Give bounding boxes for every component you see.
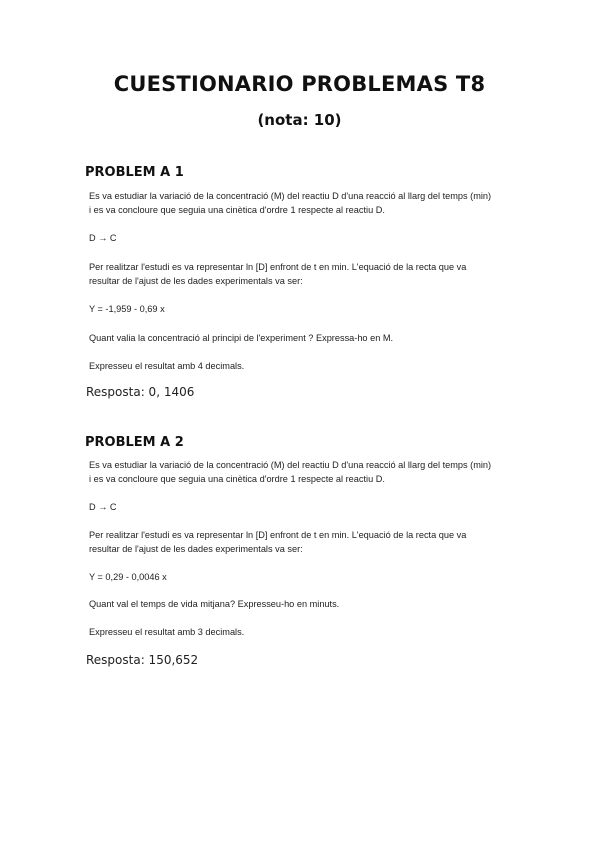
problem-1-heading: PROBLEM A 1 <box>85 165 184 180</box>
problem-1-statement-line-1: Es va estudiar la variació de la concentració (M) del reactiu D d'una reacció al llarg del temps (min) <box>89 191 492 201</box>
problem-1-answer: Resposta: 0, 1406 <box>86 385 195 399</box>
problem-2-heading: PROBLEM A 2 <box>85 435 184 450</box>
problem-2-question: Quant val el temps de vida mitjana? Expresseu-ho en minuts. <box>89 599 340 609</box>
problem-1-instruction: Expresseu el resultat amb 4 decimals. <box>89 361 245 371</box>
problem-1-equation: Y = -1,959 - 0,69 x <box>89 304 165 314</box>
problem-1-reaction: D → C <box>89 233 117 243</box>
problem-2-instruction: Expresseu el resultat amb 3 decimals. <box>89 627 245 637</box>
problem-1-method-line-1: Per realitzar l'estudi es va representar ln [D] enfront de t en min. L'equació de la recta que va <box>89 262 467 272</box>
problem-2-equation: Y = 0,29 - 0,0046 x <box>89 572 167 582</box>
document-title: CUESTIONARIO PROBLEMAS T8 <box>113 72 486 96</box>
problem-2-reaction: D → C <box>89 502 117 512</box>
problem-2-statement-line-1: Es va estudiar la variació de la concentració (M) del reactiu D d'una reacció al llarg del temps (min) <box>89 460 492 470</box>
document-subtitle: (nota: 10) <box>257 111 342 129</box>
problem-2-method-line-1: Per realitzar l'estudi es va representar ln [D] enfront de t en min. L'equació de la recta que va <box>89 530 467 540</box>
problem-2-method-line-2: resultar de l'ajust de les dades experimentals va ser: <box>89 544 303 554</box>
problem-2-statement-line-2: i es va concloure que seguia una cinètica d'ordre 1 respecte al reactiu D. <box>89 474 385 484</box>
problem-2-answer: Resposta: 150,652 <box>86 653 199 667</box>
problem-1-question: Quant valia la concentració al principi de l'experiment ? Expressa-ho en M. <box>89 333 394 343</box>
problem-1-statement-line-2: i es va concloure que seguia una cinètica d'ordre 1 respecte al reactiu D. <box>89 205 385 215</box>
problem-1-method-line-2: resultar de l'ajust de les dades experimentals va ser: <box>89 276 303 286</box>
